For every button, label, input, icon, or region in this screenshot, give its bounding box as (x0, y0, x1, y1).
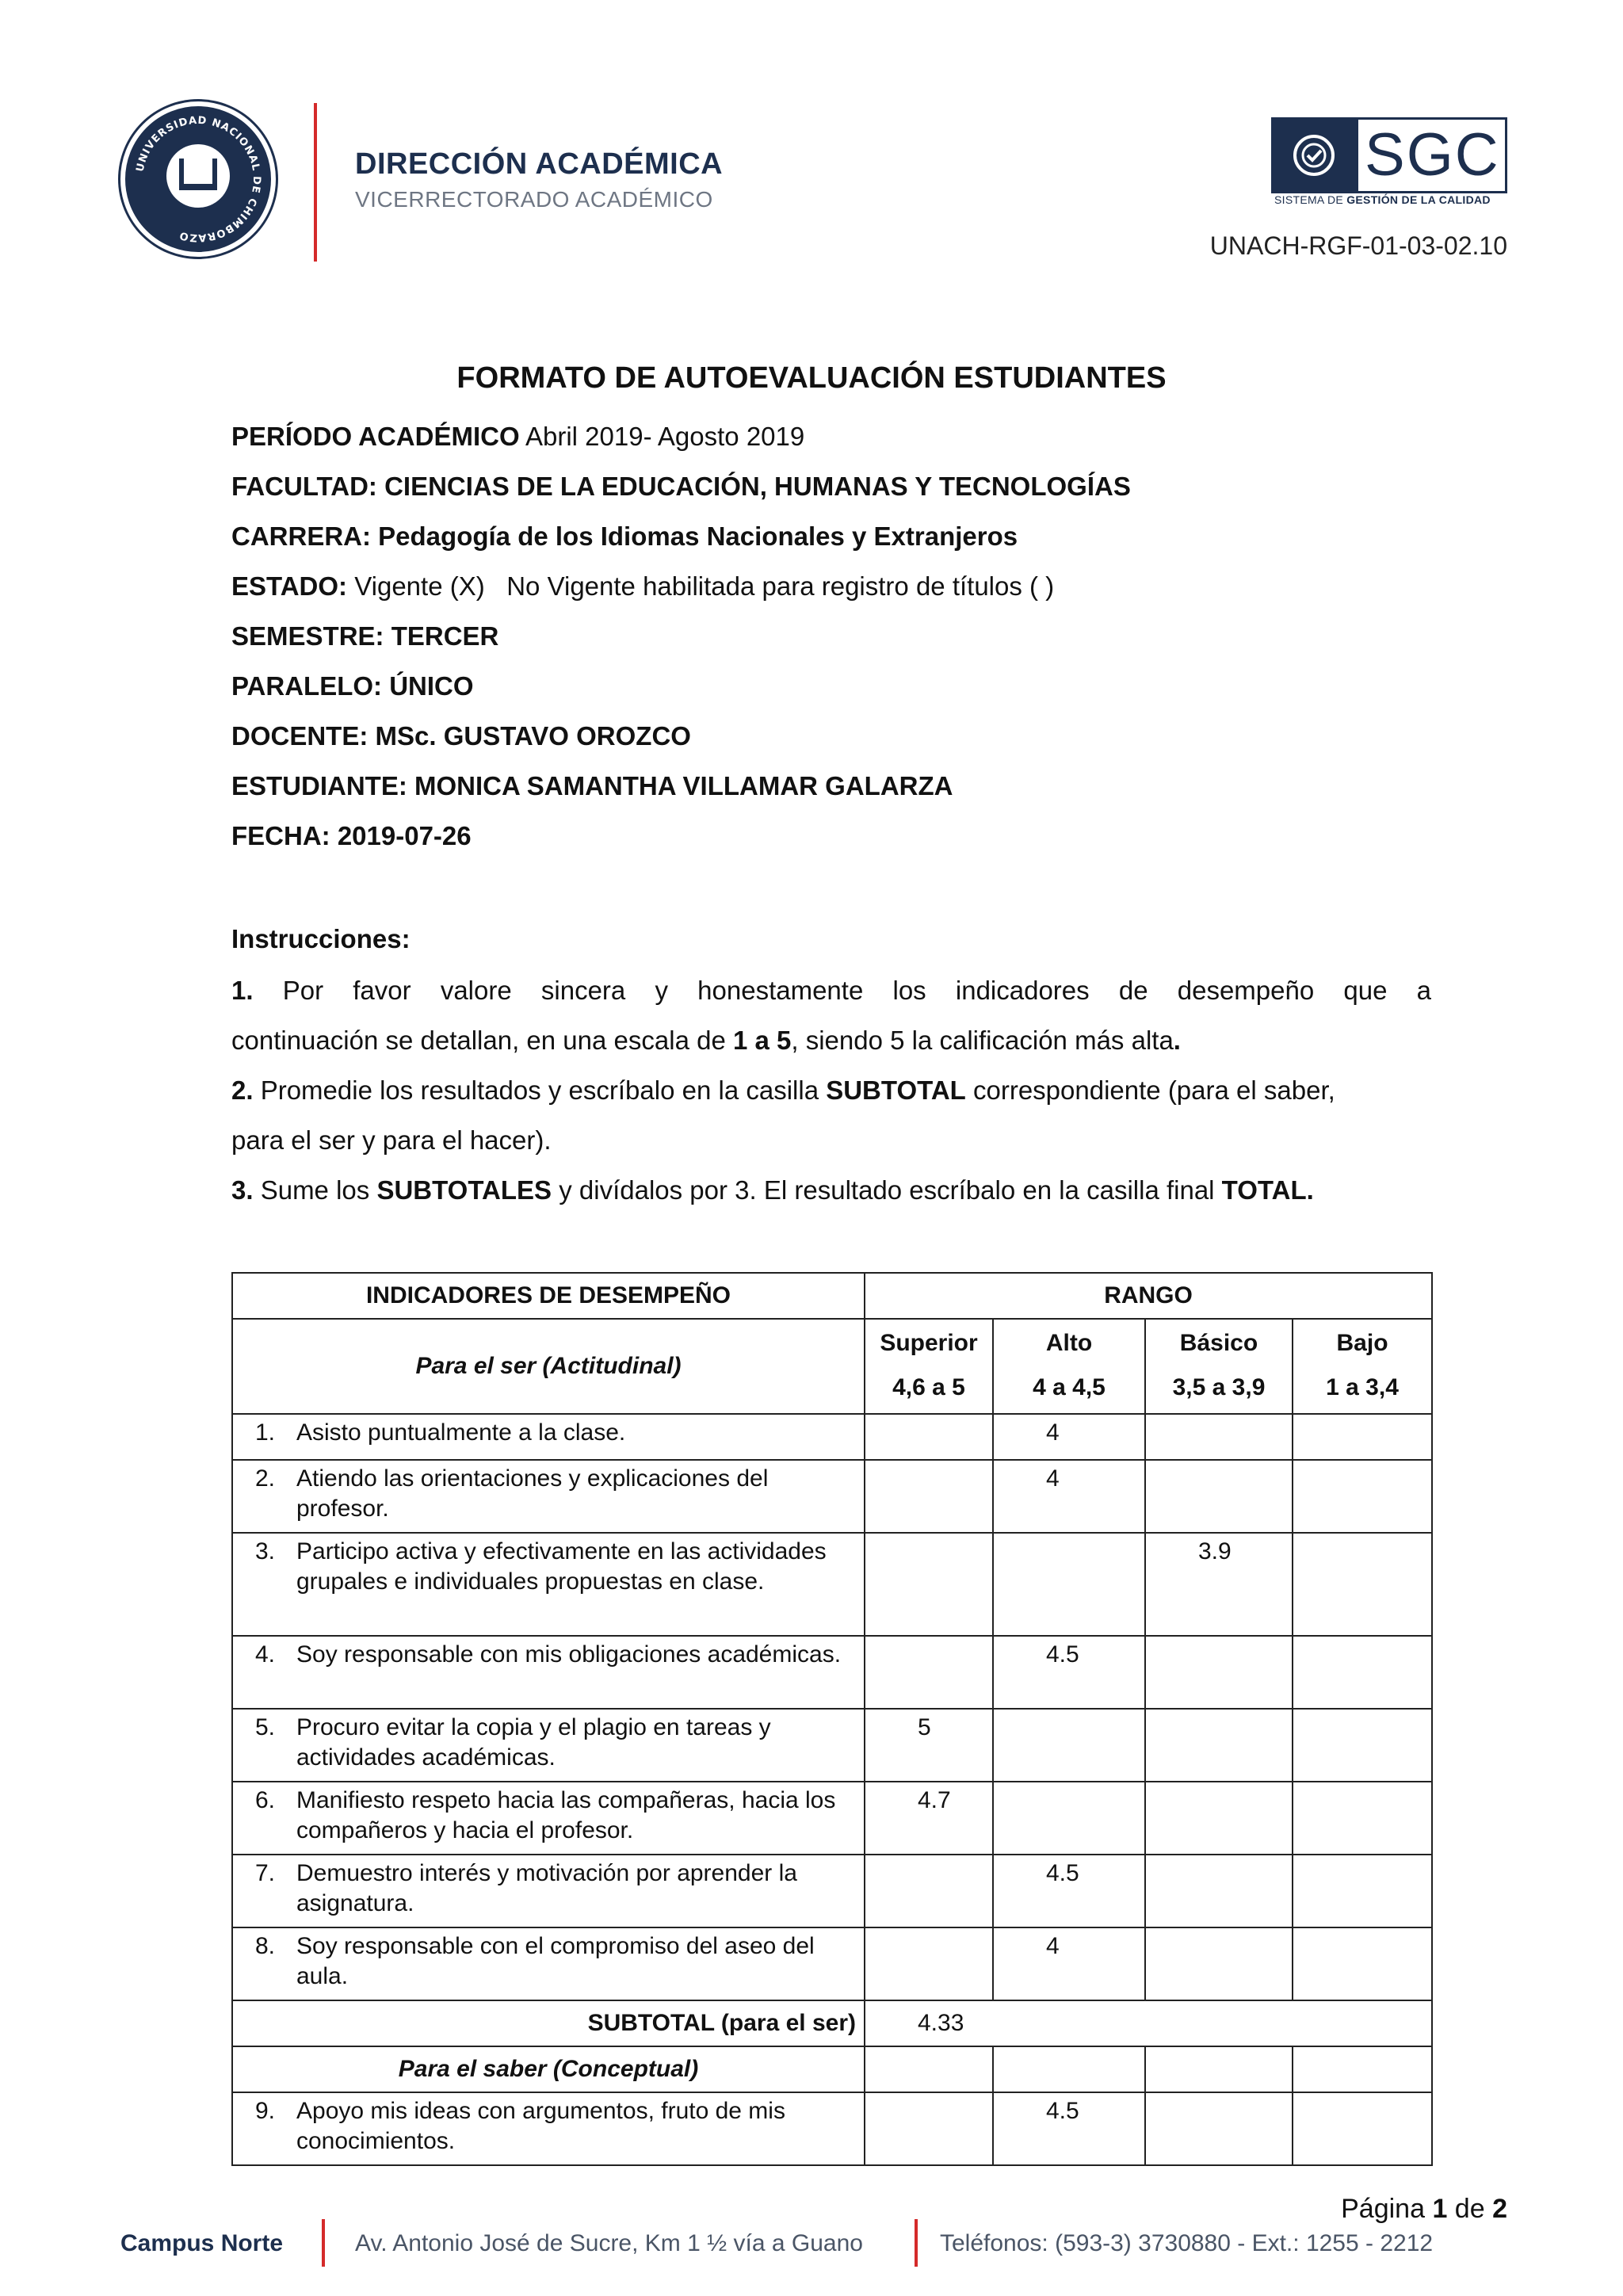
range-superior: Superior 4,6 a 5 (865, 1319, 993, 1414)
alto-cell: 4 (993, 1414, 1145, 1460)
bajo-cell (1293, 1636, 1432, 1709)
range-basico: Básico 3,5 a 3,9 (1145, 1319, 1293, 1414)
header-divider (314, 103, 317, 262)
bajo-cell (1293, 1782, 1432, 1855)
alto-cell: 4 (993, 1927, 1145, 2000)
superior-cell (865, 1636, 993, 1709)
superior-cell (865, 1855, 993, 1927)
indicator-cell: 3. Participo activa y efectivamente en las actividades grupales e individuales propuestas en clase. (232, 1533, 865, 1636)
range-bajo: Bajo 1 a 3,4 (1293, 1319, 1432, 1414)
bajo-cell (1293, 1533, 1432, 1636)
basico-cell (1145, 1855, 1293, 1927)
bajo-cell (1293, 1855, 1432, 1927)
document-code: UNACH-RGF-01-03-02.10 (1209, 231, 1507, 260)
subtotal-label: SUBTOTAL (para el ser) (232, 2000, 865, 2046)
sgc-wordmark: SGC (1365, 121, 1500, 189)
sgc-caption: SISTEMA DE GESTIÓN DE LA CALIDAD (1274, 193, 1491, 206)
alto-cell: 4 (993, 1460, 1145, 1533)
footer-divider (322, 2219, 325, 2267)
direction-title: DIRECCIÓN ACADÉMICA (355, 147, 724, 181)
sgc-logo (1271, 117, 1509, 206)
table-row (232, 2092, 1432, 2165)
superior-cell: 4.7 (865, 1782, 993, 1855)
basico-cell (1145, 1414, 1293, 1460)
alto-cell (993, 1709, 1145, 1782)
bajo-cell (1293, 1414, 1432, 1460)
meta-semestre: SEMESTRE: TERCER (231, 621, 499, 651)
indicator-cell: 6. Manifiesto respeto hacia las compañeras, hacia los compañeros y hacia el profesor. (232, 1782, 865, 1855)
indicator-cell: 9. Apoyo mis ideas con argumentos, fruto de mis conocimientos. (232, 2092, 865, 2165)
header-indicadores: INDICADORES DE DESEMPEÑO (232, 1273, 865, 1319)
seal-emblem (166, 144, 230, 208)
indicator-cell: 7. Demuestro interés y motivación por aprender la asignatura. (232, 1855, 865, 1927)
section-saber: Para el saber (Conceptual) (232, 2046, 865, 2092)
table-row (232, 1460, 1432, 1533)
basico-cell (1145, 1927, 1293, 2000)
university-seal-logo (120, 101, 276, 257)
instructions-heading: Instrucciones: (231, 924, 411, 953)
table-row (232, 1782, 1432, 1855)
table-header-row (232, 1273, 1432, 1319)
basico-cell (1145, 1709, 1293, 1782)
basico-cell (1145, 2092, 1293, 2165)
meta-paralelo: PARALELO: ÚNICO (231, 671, 474, 701)
empty-cell (1145, 2046, 1293, 2092)
meta-docente: DOCENTE: MSc. GUSTAVO OROZCO (231, 721, 691, 751)
indicator-cell: 5. Procuro evitar la copia y el plagio en tareas y actividades académicas. (232, 1709, 865, 1782)
empty-cell (865, 2046, 993, 2092)
basico-cell (1145, 1782, 1293, 1855)
meta-estado: ESTADO: Vigente (X) No Vigente habilitada para registro de títulos ( ) (231, 571, 1055, 601)
bajo-cell (1293, 1927, 1432, 2000)
bajo-cell (1293, 2092, 1432, 2165)
instruction-3: 3. Sume los SUBTOTALES y divídalos por 3. El resultado escríbalo en la casilla final TOTAL. (231, 1175, 1314, 1205)
footer-phones: Teléfonos: (593-3) 3730880 - Ext.: 1255 - 2212 (940, 2230, 1434, 2256)
header-rango: RANGO (865, 1273, 1432, 1319)
meta-periodo: PERÍODO ACADÉMICO Abril 2019- Agosto 2019 (231, 422, 805, 451)
instruction-2-line-1: 2. Promedie los resultados y escríbalo en la casilla SUBTOTAL correspondiente (para el saber, (231, 1075, 1335, 1105)
table-row (232, 1533, 1432, 1636)
alto-cell: 4.5 (993, 1855, 1145, 1927)
indicator-cell: 4. Soy responsable con mis obligaciones académicas. (232, 1636, 865, 1709)
indicator-cell: 2. Atiendo las orientaciones y explicaciones del profesor. (232, 1460, 865, 1533)
meta-fecha: FECHA: 2019-07-26 (231, 821, 472, 850)
page-title: FORMATO DE AUTOEVALUACIÓN ESTUDIANTES (456, 361, 1167, 395)
basico-cell (1145, 1460, 1293, 1533)
section-ser: Para el ser (Actitudinal) (232, 1319, 865, 1414)
basico-cell (1145, 1636, 1293, 1709)
footer-address: Av. Antonio José de Sucre, Km 1 ½ vía a Guano (355, 2230, 863, 2256)
table-row (232, 1636, 1432, 1709)
table-row (232, 1709, 1432, 1782)
alto-cell: 4.5 (993, 1636, 1145, 1709)
empty-cell (993, 2046, 1145, 2092)
table-row (232, 1855, 1432, 1927)
alto-cell (993, 1533, 1145, 1636)
indicator-cell: 8. Soy responsable con el compromiso del aseo del aula. (232, 1927, 865, 2000)
subtotal-value: 4.33 (865, 2000, 1432, 2046)
footer-divider (915, 2219, 918, 2267)
basico-cell: 3.9 (1145, 1533, 1293, 1636)
alto-cell: 4.5 (993, 2092, 1145, 2165)
superior-cell (865, 1533, 993, 1636)
quality-check-icon (1292, 133, 1336, 178)
meta-facultad: FACULTAD: CIENCIAS DE LA EDUCACIÓN, HUMANAS Y TECNOLOGÍAS (231, 472, 1131, 501)
table-row (232, 1414, 1432, 1460)
meta-estudiante: ESTUDIANTE: MONICA SAMANTHA VILLAMAR GALARZA (231, 771, 953, 800)
page-number: Página 1 de 2 (1341, 2194, 1507, 2224)
range-alto: Alto 4 a 4,5 (993, 1319, 1145, 1414)
superior-cell (865, 2092, 993, 2165)
direction-subtitle: VICERRECTORADO ACADÉMICO (355, 187, 713, 212)
superior-cell (865, 1927, 993, 2000)
table-subheader-row (232, 1319, 1432, 1414)
subtotal-row (232, 2000, 1432, 2046)
indicator-cell: 1. Asisto puntualmente a la clase. (232, 1414, 865, 1460)
meta-carrera: CARRERA: Pedagogía de los Idiomas Nacionales y Extranjeros (231, 521, 1018, 551)
superior-cell (865, 1414, 993, 1460)
section-saber-row (232, 2046, 1432, 2092)
superior-cell (865, 1460, 993, 1533)
footer-campus: Campus Norte (120, 2230, 284, 2256)
table-row (232, 1927, 1432, 2000)
empty-cell (1293, 2046, 1432, 2092)
instruction-1-line-2: continuación se detallan, en una escala de 1 a 5, siendo 5 la calificación más alta. (231, 1026, 1181, 1055)
instruction-2-line-2: para el ser y para el hacer). (231, 1125, 552, 1155)
svg-text:UNIVERSIDAD NACIONAL DE CHIMBO: UNIVERSIDAD NACIONAL DE CHIMBORAZO (134, 114, 263, 244)
superior-cell: 5 (865, 1709, 993, 1782)
evaluation-table (231, 1272, 1433, 2166)
instruction-1-line-1: 1. Por favor valore sincera y honestamente los indicadores de desempeño que a (231, 976, 1431, 1005)
bajo-cell (1293, 1709, 1432, 1782)
bajo-cell (1293, 1460, 1432, 1533)
alto-cell (993, 1782, 1145, 1855)
